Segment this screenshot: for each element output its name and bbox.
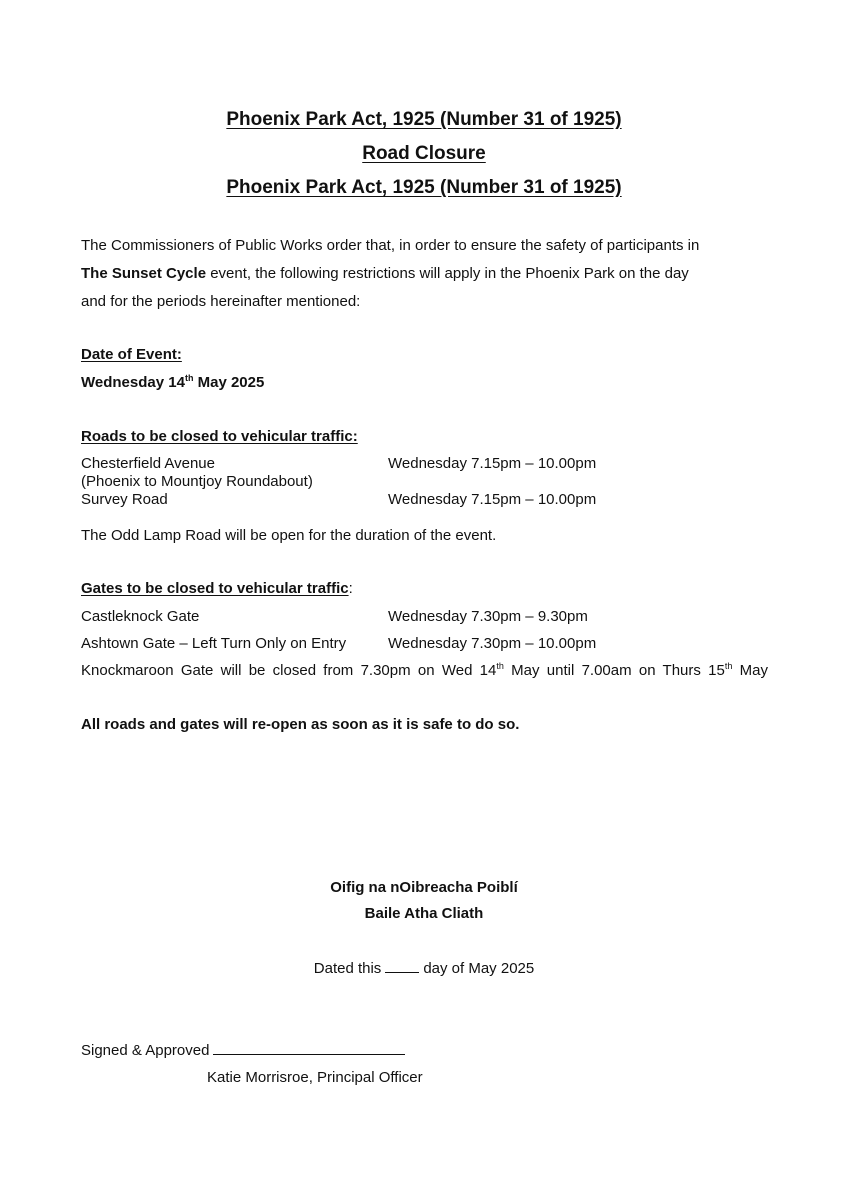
intro-line-2	[81, 265, 689, 282]
gate-name-ashtown: Ashtown Gate – Left Turn Only on Entry	[81, 635, 347, 652]
gates-heading-colon: :	[348, 580, 353, 597]
road-name-chesterfield: Chesterfield Avenue	[81, 455, 215, 472]
road-name-survey: Survey Road	[81, 491, 168, 508]
gates-heading: Gates to be closed to vehicular traffic	[81, 580, 349, 597]
event-name: The Sunset Cycle	[81, 265, 207, 282]
knockmaroon-gate-note	[81, 662, 768, 679]
intro-line-3: and for the periods hereinafter mentioned:	[81, 293, 361, 310]
reopen-notice: All roads and gates will re-open as soon as it is safe to do so.	[81, 716, 520, 733]
gate-name-castleknock: Castleknock Gate	[81, 608, 200, 625]
dated-suffix: day of May 2025	[423, 960, 535, 977]
gate-time-ashtown: Wednesday 7.30pm – 10.00pm	[388, 635, 597, 652]
road-name-chesterfield-detail: (Phoenix to Mountjoy Roundabout)	[81, 473, 313, 490]
title-act-top: Phoenix Park Act, 1925 (Number 31 of 1925)	[226, 109, 622, 130]
knockmaroon-ordinal-1: th	[496, 661, 504, 671]
gates-heading-line	[81, 580, 353, 597]
odd-lamp-note: The Odd Lamp Road will be open for the duration of the event.	[81, 527, 497, 544]
dated-line	[0, 960, 848, 977]
gate-time-castleknock: Wednesday 7.30pm – 9.30pm	[388, 608, 588, 625]
event-date	[81, 374, 264, 391]
knockmaroon-part-3: May	[732, 662, 768, 679]
signature-line	[81, 1041, 405, 1059]
intro-line-1: The Commissioners of Public Works order that, in order to ensure the safety of participants in	[81, 237, 700, 254]
knockmaroon-ordinal-2: th	[724, 661, 733, 671]
dated-prefix: Dated this	[313, 960, 382, 977]
road-time-chesterfield: Wednesday 7.15pm – 10.00pm	[388, 455, 597, 472]
knockmaroon-part-1: Knockmaroon Gate will be closed from 7.30pm on Wed 14	[81, 662, 497, 679]
event-date-prefix: Wednesday 14	[81, 374, 185, 391]
office-name: Oifig na nOibreacha Poiblí	[330, 879, 518, 896]
roads-heading: Roads to be closed to vehicular traffic:	[81, 428, 358, 445]
title-act-bottom: Phoenix Park Act, 1925 (Number 31 of 1925)	[226, 177, 622, 198]
event-date-ordinal: th	[184, 373, 194, 383]
intro-line-2-rest: event, the following restrictions will apply in the Phoenix Park on the day	[206, 265, 689, 282]
event-date-rest: May 2025	[193, 374, 265, 391]
signature-blank-line	[213, 1041, 405, 1055]
signature-label: Signed & Approved	[81, 1042, 210, 1059]
road-time-survey: Wednesday 7.15pm – 10.00pm	[388, 491, 597, 508]
signatory-name: Katie Morrisroe, Principal Officer	[207, 1069, 423, 1086]
office-location: Baile Atha Cliath	[364, 905, 484, 922]
day-blank-line	[385, 960, 419, 973]
knockmaroon-part-2: May until 7.00am on Thurs 15	[503, 662, 725, 679]
title-road-closure: Road Closure	[362, 143, 486, 164]
date-heading: Date of Event:	[81, 346, 182, 363]
